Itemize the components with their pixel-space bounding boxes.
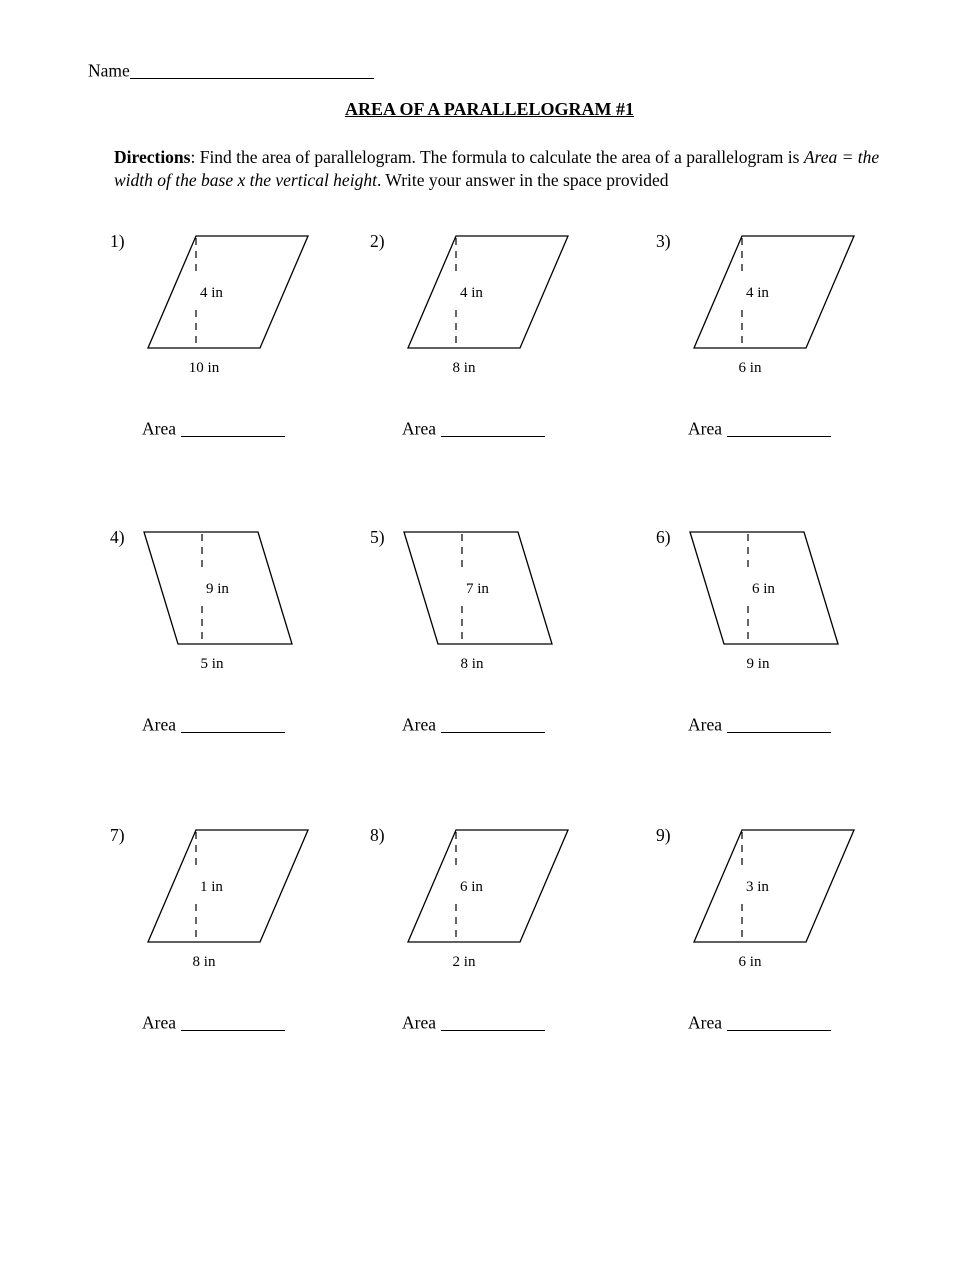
figure-row <box>370 824 650 974</box>
directions <box>114 146 890 193</box>
answer-blank <box>181 1012 285 1031</box>
directions-formula: Area = the width of the base x the vertical height <box>114 147 880 191</box>
height-label: 4 in <box>746 285 769 301</box>
problem-6 <box>656 526 936 736</box>
area-answer-line <box>142 1010 390 1034</box>
parallelogram-figure <box>400 824 575 974</box>
problem-number: 5) <box>370 527 385 547</box>
area-label: Area <box>688 714 723 735</box>
answer-blank <box>727 1012 831 1031</box>
answer-blank <box>441 1012 545 1031</box>
base-label: 2 in <box>452 954 476 970</box>
height-label: 1 in <box>200 879 223 895</box>
area-label: Area <box>688 1012 723 1033</box>
answer-blank <box>441 418 545 437</box>
area-label: Area <box>142 418 177 439</box>
problem-5 <box>370 526 650 736</box>
figure-row <box>656 824 936 974</box>
directions-label: Directions <box>114 147 191 167</box>
parallelogram-figure <box>686 526 861 676</box>
problem-4 <box>110 526 390 736</box>
base-label: 9 in <box>746 656 770 672</box>
base-label: 6 in <box>738 360 762 376</box>
area-label: Area <box>688 418 723 439</box>
answer-blank <box>727 714 831 733</box>
base-label: 8 in <box>460 656 484 672</box>
parallelogram-figure <box>400 230 575 380</box>
height-label: 4 in <box>460 285 483 301</box>
parallelogram-figure <box>140 824 315 974</box>
problem-1 <box>110 230 390 440</box>
base-label: 6 in <box>738 954 762 970</box>
parallelogram-figure <box>686 824 861 974</box>
name-label: Name <box>88 60 130 81</box>
figure-row <box>110 230 390 380</box>
area-label: Area <box>142 714 177 735</box>
problem-number: 8) <box>370 825 385 845</box>
area-label: Area <box>402 418 437 439</box>
problem-2 <box>370 230 650 440</box>
worksheet-title <box>0 99 979 120</box>
figure-row <box>656 526 936 676</box>
figure-row <box>110 526 390 676</box>
figure-row <box>656 230 936 380</box>
area-answer-line <box>402 1010 650 1034</box>
figure-row <box>370 526 650 676</box>
figure-row <box>370 230 650 380</box>
parallelogram-figure <box>140 526 315 676</box>
parallelogram-figure <box>140 230 315 380</box>
problem-3 <box>656 230 936 440</box>
area-answer-line <box>142 416 390 440</box>
base-label: 8 in <box>192 954 216 970</box>
directions-text-2: . Write your answer in the space provided <box>376 170 669 191</box>
figure-row <box>110 824 390 974</box>
parallelogram-figure <box>400 526 575 676</box>
problem-number: 6) <box>656 527 671 547</box>
parallelogram-figure <box>686 230 861 380</box>
base-label: 8 in <box>452 360 476 376</box>
name-blank-line <box>130 60 374 79</box>
answer-blank <box>181 714 285 733</box>
height-label: 4 in <box>200 285 223 301</box>
problem-number: 9) <box>656 825 671 845</box>
height-label: 3 in <box>746 879 769 895</box>
height-label: 7 in <box>466 581 489 597</box>
problem-number: 3) <box>656 231 671 251</box>
area-answer-line <box>688 712 936 736</box>
answer-blank <box>441 714 545 733</box>
height-label: 9 in <box>206 581 229 597</box>
area-answer-line <box>142 712 390 736</box>
worksheet-title-text: AREA OF A PARALLELOGRAM #1 <box>344 99 635 119</box>
area-label: Area <box>142 1012 177 1033</box>
area-answer-line <box>402 712 650 736</box>
base-label: 10 in <box>188 360 220 376</box>
height-label: 6 in <box>460 879 483 895</box>
base-label: 5 in <box>200 656 224 672</box>
area-answer-line <box>402 416 650 440</box>
problem-number: 4) <box>110 527 125 547</box>
problem-number: 2) <box>370 231 385 251</box>
area-answer-line <box>688 416 936 440</box>
name-line <box>88 58 374 82</box>
directions-text-1: : Find the area of parallelogram. The formula to calculate the area of a parallelogram is <box>190 147 804 167</box>
answer-blank <box>181 418 285 437</box>
problem-number: 1) <box>110 231 125 251</box>
answer-blank <box>727 418 831 437</box>
problem-9 <box>656 824 936 1034</box>
height-label: 6 in <box>752 581 775 597</box>
area-label: Area <box>402 714 437 735</box>
area-label: Area <box>402 1012 437 1033</box>
area-answer-line <box>688 1010 936 1034</box>
problem-number: 7) <box>110 825 125 845</box>
problem-8 <box>370 824 650 1034</box>
problem-7 <box>110 824 390 1034</box>
